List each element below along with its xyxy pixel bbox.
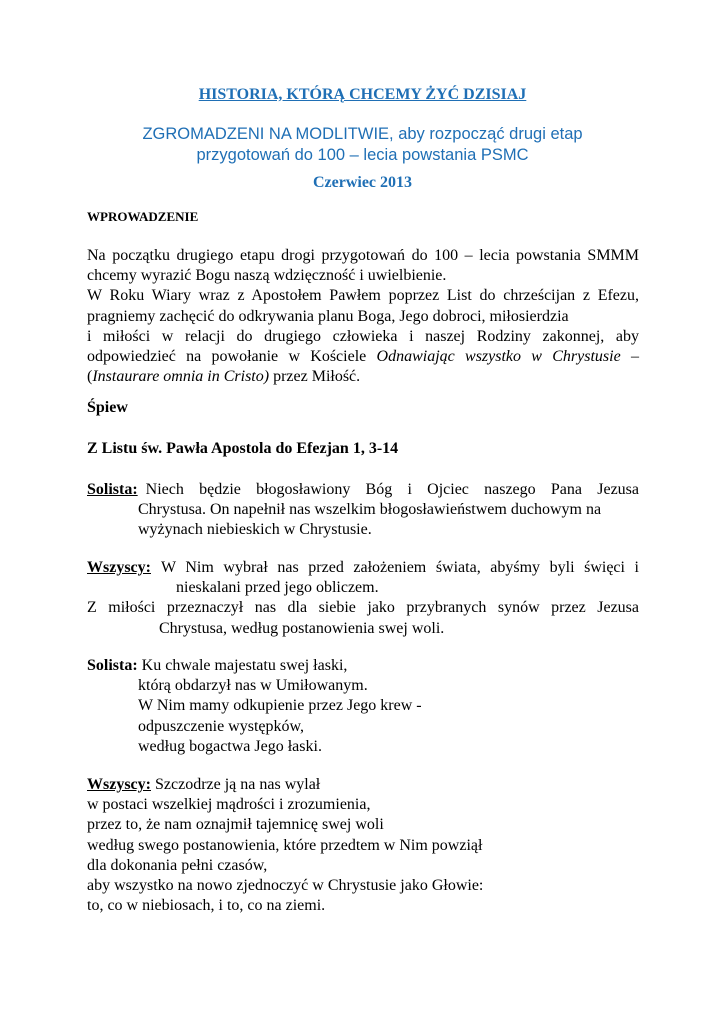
intro-latin-phrase: Instaurare omnia in Cristo) (92, 368, 270, 386)
verse-line: Z miłości przeznaczył nas dla siebie jako przybranych synów przez Jezusa (87, 599, 639, 617)
document-subtitle (110, 124, 615, 166)
solista-verse-2 (87, 656, 639, 757)
subtitle-line-1: ZGROMADZENI NA MODLITWIE, aby rozpocząć drugi etap (142, 125, 583, 143)
verse-line (87, 775, 639, 795)
verse-line: którą obdarzył nas w Umiłowanym. (138, 677, 368, 695)
intro-paragraph-2a: W Roku Wiary wraz z Apostołem Pawłem poprzez List do chrześcijan z Efezu, pragniemy zachęcić do odkrywania planu Boga, Jego dobroci, miłosierdzia (87, 287, 639, 325)
verse-text: W Nim wybrał nas przed założeniem świata, abyśmy byli święci i (160, 559, 639, 576)
verse-line: W Nim mamy odkupienie przez Jego krew - (138, 697, 422, 715)
verse-text: Niech będzie błogosławiony Bóg i Ojciec naszego Pana Jezusa (145, 481, 639, 498)
document-title: HISTORIA, KTÓRĄ CHCEMY ŻYĆ DZISIAJ (198, 86, 527, 103)
verse-line: nieskalani przed jego obliczem. (176, 579, 379, 597)
intro-text: i miłości w relacji do drugiego człowieka i naszej Rodziny zakonnej, aby odpowiedzieć na powołanie w Kościele (87, 327, 639, 366)
verse-line: to, co w niebiosach, i to, co na ziemi. (87, 897, 326, 915)
verse-line: wyżynach niebieskich w Chrystusie. (138, 521, 372, 539)
intro-text: – ( (87, 348, 639, 386)
solista-label: Solista: (87, 481, 138, 498)
verse-line (87, 558, 639, 578)
wszyscy-label: Wszyscy: (87, 776, 151, 793)
verse-line: przez to, że nam oznajmił tajemnicę swej woli (87, 816, 384, 834)
verse-line: w postaci wszelkiej mądrości i zrozumienia, (87, 796, 371, 814)
intro-text: przez Miłość. (269, 368, 361, 386)
intro-paragraph-2b (87, 327, 639, 388)
intro-italic-phrase: Odnawiając wszystko w Chrystusie (376, 348, 621, 366)
wszyscy-label: Wszyscy: (87, 559, 151, 576)
verse-line (87, 480, 639, 500)
wszyscy-verse-1 (87, 558, 639, 639)
section-spiew: Śpiew (87, 399, 128, 416)
verse-line: Chrystusa. On napełnił nas wszelkim błogosławieństwem duchowym na (138, 501, 602, 519)
verse-line: odpuszczenie występków, (138, 717, 305, 735)
verse-line: aby wszystko na nowo zjednoczyć w Chrystusie jako Głowie: (87, 877, 484, 895)
verse-line: dla dokonania pełni czasów, (87, 856, 268, 874)
verse-text: Szczodrze ją na nas wylał (154, 776, 321, 793)
wszyscy-verse-2 (87, 775, 639, 916)
verse-line (87, 656, 639, 676)
intro-paragraph-1: Na początku drugiego etapu drogi przygotowań do 100 – lecia powstania SMMM chcemy wyrazić Bogu naszą wdzięczność i uwielbienie. (87, 247, 639, 285)
intro-heading: WPROWADZENIE (87, 209, 199, 224)
verse-text: Ku chwale majestatu swej łaski, (141, 657, 348, 674)
solista-label: Solista: (87, 657, 138, 674)
solista-verse-1 (87, 480, 639, 541)
document-date: Czerwiec 2013 (312, 174, 413, 191)
subtitle-line-2: przygotowań do 100 – lecia powstania PSMC (196, 146, 529, 164)
verse-line: według bogactwa Jego łaski. (138, 737, 322, 755)
reading-title: Z Listu św. Pawła Apostola do Efezjan 1, 3-14 (87, 440, 399, 457)
verse-line: Chrystusa, według postanowienia swej woli. (159, 619, 445, 637)
verse-line: według swego postanowienia, które przedtem w Nim powziął (87, 836, 483, 854)
intro-section (87, 246, 639, 387)
